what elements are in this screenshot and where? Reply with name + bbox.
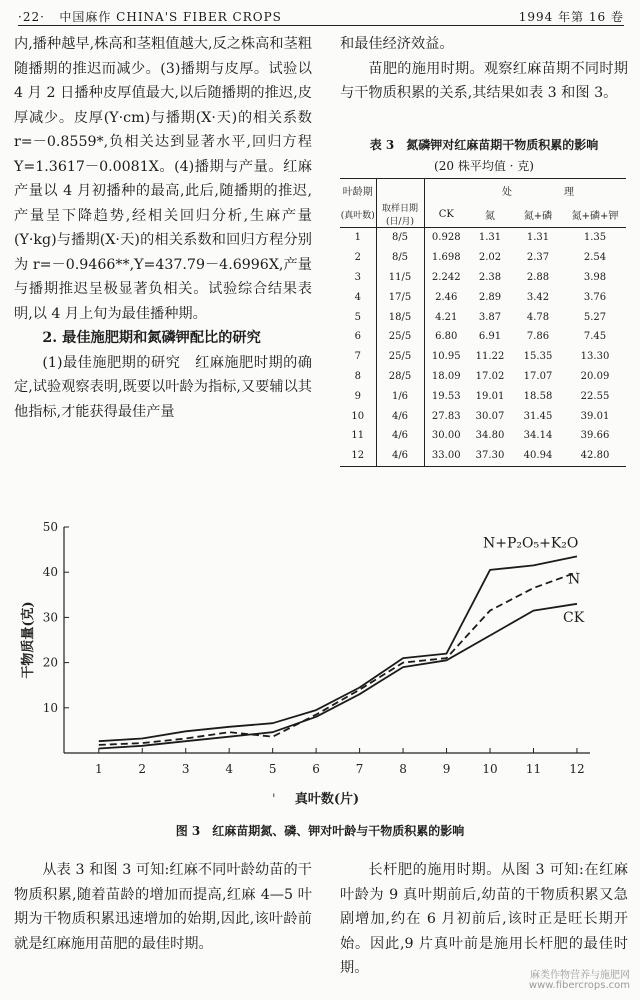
table-row (340, 307, 626, 327)
table-cell: 18.58 (523, 390, 553, 402)
table-cell: 7.86 (526, 331, 550, 343)
table-cell: 4/6 (376, 406, 424, 426)
table-row (340, 268, 626, 288)
x-tick-label: 2 (138, 762, 147, 776)
table-cell: 3 (340, 268, 376, 288)
table-cell: 17/5 (376, 287, 424, 307)
bottom-right-paragraph: 长杆肥的施用时期。从图 3 可知:在红麻叶龄为 9 真叶期前后,幼苗的干物质积累又急剧增加,约在 6 月初前后,该时正是旺长期开始。因此,9 片真叶前是施用长杆肥的最佳时期。 (340, 862, 628, 976)
table-caption: 表 3 氮磷钾对红麻苗期干物质积累的影响 (369, 138, 599, 152)
table-cell: 2.37 (526, 252, 550, 264)
x-tick-label: 1 (94, 762, 103, 776)
x-tick-label: 10 (482, 762, 498, 776)
series-n-line (99, 572, 577, 745)
journal-name: 中国麻作 CHINA'S FIBER CROPS (59, 10, 282, 24)
table-cell: 7 (340, 347, 376, 367)
table-cell: 4 (340, 287, 376, 307)
table-cell: 18/5 (376, 307, 424, 327)
table-cell: 19.01 (475, 390, 505, 402)
table-cell: 1/6 (376, 386, 424, 406)
table-cell: 18.09 (431, 370, 461, 382)
x-tick-label: 12 (569, 762, 585, 776)
table-cell: 13.30 (580, 351, 610, 363)
table-cell: 7.45 (583, 331, 607, 343)
table-cell: 1 (340, 228, 376, 248)
page-number: ·22· 中国麻作 CHINA'S FIBER CROPS (18, 10, 282, 24)
table-cell: 28/5 (376, 367, 424, 387)
y-tick-label: 30 (42, 610, 58, 625)
table-row (340, 426, 626, 446)
table-cell: 33.00 (424, 446, 468, 466)
issue-label: 1994 年第 16 卷 (518, 10, 624, 24)
table-cell: 8 (340, 367, 376, 387)
header-npk: 氮+磷+钾 (564, 201, 626, 228)
table-cell: 1.698 (431, 252, 461, 264)
table-cell: 12 (340, 446, 376, 466)
table-cell: 19.53 (431, 390, 461, 402)
header-treatment-2: 理 (512, 179, 626, 202)
series-npk-line (99, 556, 577, 741)
table-cell: 1.35 (583, 232, 607, 244)
header-rule (18, 25, 624, 26)
table-cell: 42.80 (564, 446, 626, 466)
table-row (340, 287, 626, 307)
left-paragraph-2: (1)最佳施肥期的研究 红麻施肥时期的确定,试验观察表明,既要以叶龄为指标,又要辅以其他指标,才能获得最佳产量 (14, 354, 312, 420)
table-cell: 34.14 (523, 430, 553, 442)
table-cell: 10.95 (431, 351, 461, 363)
x-tick-label: 8 (399, 762, 407, 776)
watermark-site-name: 麻类作物营养与施肥网 (530, 970, 630, 981)
table-subcaption: (20 株平均值 · 克) (434, 159, 534, 173)
header-ck: CK (424, 201, 468, 228)
table-cell: 40.94 (512, 446, 564, 466)
table-cell: 25/5 (376, 327, 424, 347)
legend-npk: N+P₂O₅+K₂O (483, 535, 579, 552)
table-cell: 4.78 (526, 311, 550, 323)
table-cell: 37.30 (468, 446, 512, 466)
table-cell: 9 (340, 386, 376, 406)
table-cell: 5 (340, 307, 376, 327)
table-cell: 34.80 (475, 430, 505, 442)
table-cell: 5.27 (583, 311, 607, 323)
stray-mark: ' (272, 792, 276, 807)
table-cell: 39.01 (580, 410, 610, 422)
left-column (14, 32, 312, 424)
figure-3-chart (20, 515, 626, 815)
right-paragraph-2: 苗肥的施用时期。观察红麻苗期不同时期与干物质积累的关系,其结果如表 3 和图 3。 (340, 60, 628, 101)
legend-n: N (568, 571, 581, 588)
x-tick-label: 7 (355, 762, 364, 776)
table-cell: 31.45 (523, 410, 553, 422)
table-cell: 15.35 (523, 351, 553, 363)
table-cell: 17.02 (475, 370, 505, 382)
table-cell: 6 (340, 327, 376, 347)
table-cell: 8/5 (376, 248, 424, 268)
y-tick-label: 50 (42, 520, 58, 534)
series-ck-line (99, 604, 577, 749)
table-cell: 11/5 (376, 268, 424, 288)
y-tick-label: 20 (42, 655, 58, 670)
watermark-url: www.fibercrops.com (528, 980, 630, 991)
table-row (340, 446, 626, 466)
table-3 (340, 178, 626, 467)
header-np: 氮+磷 (512, 201, 564, 228)
table-cell: 4/6 (376, 446, 424, 466)
table-cell: 2.242 (431, 271, 461, 283)
table-cell: 39.66 (580, 430, 610, 442)
left-paragraph-1: 内,播种越早,株高和茎粗值越大,反之株高和茎粗随播期的推迟而减少。(3)播期与皮厚。试验以 4 月 2 日播种皮厚值最大,以后随播期的推迟,皮厚减少。皮厚(Y·cm)与播期(X·天)的相关系数 r=－0.8559*,负相关达到显著水平,回归方程 Y=1.3617－0.0081X。(4)播期与产量。红麻产量以 4 月初播种的最高,此后,随播期的推迟,产量呈下降趋势,经相关回归分析,生麻产量(Y·kg)与播期(X·天)的相关系数和回归方程分别为 r=－0.9466**,Y=437.79－4.6996X,产量与播期推迟呈极显著负相关。试验综合结果表明,以 4 月上旬为最佳播种期。 (14, 36, 312, 322)
table-cell: 22.55 (580, 390, 610, 402)
x-tick-label: 11 (525, 762, 542, 776)
table-cell: 6.91 (478, 331, 502, 343)
header-leaf-age: 叶龄期 (340, 179, 376, 202)
table-cell: 30.07 (475, 410, 505, 422)
y-tick-label: 10 (42, 700, 58, 715)
right-column (340, 32, 628, 106)
table-cell: 2.88 (526, 271, 550, 283)
table-cell: 4.21 (435, 311, 458, 323)
section-heading: 2. 最佳施肥期和氮磷钾配比的研究 (42, 330, 261, 346)
x-tick-label: 3 (181, 762, 190, 776)
table-cell: 10 (340, 406, 376, 426)
table-row (340, 386, 626, 406)
table-cell: 20.09 (580, 370, 610, 382)
table-cell: 30.00 (431, 430, 461, 442)
table-cell: 2.02 (478, 252, 502, 264)
table-cell: 2.38 (478, 271, 502, 283)
bottom-left-paragraph: 从表 3 和图 3 可知:红麻不同叶龄幼苗的干物质积累,随着苗龄的增加而提高,红麻 4—5 叶期为干物质积累迅速增加的始期,因此,该叶龄前就是红麻施用苗肥的最佳时期。 (14, 862, 312, 952)
right-paragraph-1: 和最佳经济效益。 (340, 36, 454, 52)
table-cell: 27.83 (431, 410, 461, 422)
table-row (340, 347, 626, 367)
table-cell: 3.87 (478, 311, 502, 323)
x-tick-label: 5 (268, 762, 277, 776)
table-row (340, 248, 626, 268)
table-cell: 1.31 (478, 232, 502, 244)
x-tick-label: 4 (225, 762, 234, 776)
figure-caption: 图 3 红麻苗期氮、磷、钾对叶龄与干物质积累的影响 (175, 824, 465, 838)
table-row (340, 228, 626, 248)
page-header (18, 6, 624, 24)
y-tick-label: 40 (42, 565, 58, 580)
table-cell: 3.98 (583, 271, 607, 283)
header-sample-date: 取样日期(日/月) (376, 201, 424, 228)
table-cell: 1.31 (526, 232, 550, 244)
x-tick-label: 9 (442, 762, 451, 776)
table-cell: 17.07 (523, 370, 553, 382)
header-treatment-1: 处 (424, 179, 512, 202)
table-cell: 11.22 (475, 351, 505, 363)
table-cell: 4/6 (376, 426, 424, 446)
table-cell: 6.80 (435, 331, 458, 343)
table-row (340, 327, 626, 347)
table-cell: 3.76 (583, 291, 607, 303)
x-tick-label: 6 (312, 762, 320, 776)
y-axis-label: 干物质量(克) (21, 601, 36, 679)
header-n: 氮 (468, 201, 512, 228)
table-row (340, 406, 626, 426)
table-cell: 2 (340, 248, 376, 268)
table-cell: 0.928 (431, 232, 461, 244)
table-cell: 2.46 (435, 291, 458, 303)
table-cell: 25/5 (376, 347, 424, 367)
legend-ck: CK (563, 609, 585, 626)
header-true-leaves: (真叶数) (340, 201, 376, 228)
table-cell: 2.89 (478, 291, 502, 303)
table-cell: 2.54 (583, 252, 607, 264)
x-axis-label: 真叶数(片) (294, 792, 360, 807)
table-cell: 11 (340, 426, 376, 446)
table-row (340, 367, 626, 387)
table-cell: 3.42 (526, 291, 550, 303)
table-cell: 8/5 (376, 228, 424, 248)
